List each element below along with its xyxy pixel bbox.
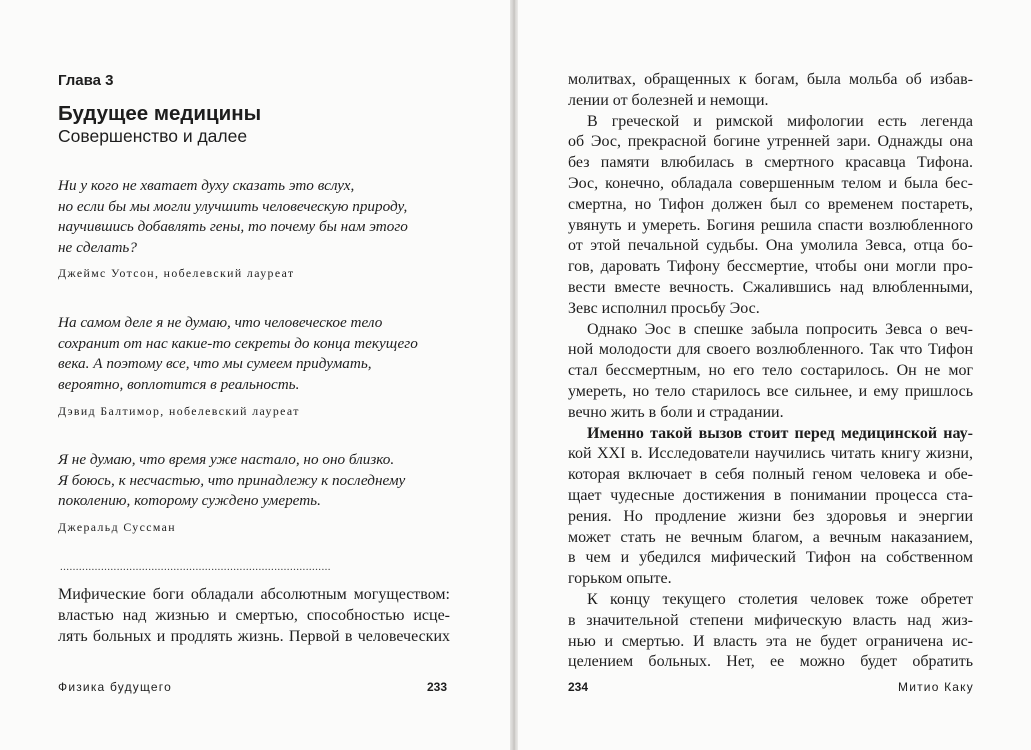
text-line: Эос, конечно, обладала совершенным телом и была бес- — [568, 174, 973, 192]
dotted-divider: ...................................................................................... — [60, 563, 331, 571]
text-line: в чем и убедился мифический Тифон на собственном — [568, 549, 973, 567]
epigraph-line: вероятно, воплотится в реальность. — [58, 376, 300, 394]
text-line: умереть, но тело старилось все сильнее, и ему пришлось — [568, 382, 973, 400]
epigraph-attribution: Джеральд Суссман — [58, 520, 177, 534]
text-line: в значительной степени мифическую власть над жиз- — [568, 611, 973, 629]
text-line: может стать не вечным благом, а вечным наказанием, — [568, 528, 973, 546]
text-line: В греческой и римской мифологии есть легенда — [587, 112, 973, 130]
text-line: властью над жизнью и смертью, способностью исце- — [58, 606, 450, 624]
text-line: об Эос, прекрасной богине утренней зари. Однажды она — [568, 133, 973, 151]
epigraph-line: научившись добавлять гены, то почему бы нам этого — [58, 218, 408, 236]
epigraph-sussman — [58, 450, 448, 512]
epigraph-line: Я боюсь, к несчастью, что принадлежу к последнему — [58, 471, 406, 489]
epigraph-line: поколению, которому суждено умереть. — [58, 492, 321, 510]
text-line-bold: Именно такой вызов стоит перед медицинской нау- — [587, 424, 973, 442]
text-line: горьком опыте. — [568, 570, 672, 588]
epigraph-line: сохранит от нас какие-то секреты до конца текущего — [58, 334, 418, 352]
text-line: кой XXI в. Исследователи научились читать книгу жизни, — [568, 445, 973, 463]
text-line: лении от болезней и немощи. — [568, 91, 769, 109]
text-line: от этой печальной судьбы. Она умолила Зевса, отца бо- — [568, 237, 973, 255]
epigraph-attribution: Дэвид Балтимор, нобелевский лауреат — [58, 404, 300, 418]
text-line: щает чудесные достижения в понимании процесса ста- — [568, 486, 973, 504]
text-line: которая включает в себя полный геном человека и обе- — [568, 466, 973, 484]
text-line: вести вместе вечность. Сжалившись над влюбленными, — [568, 278, 973, 296]
text-line: Мифические боги обладали абсолютным могуществом: — [58, 586, 450, 603]
text-line: увянуть и умереть. Богиня решила спасти возлюбленного — [568, 216, 973, 234]
page-number-right: 234 — [568, 680, 589, 694]
text-line: нью и смертью. И власть эта не будет ограничена ис- — [568, 632, 973, 650]
right-body-text — [568, 70, 973, 673]
text-line: ной молодости для своего возлюбленного. Так что Тифон — [568, 341, 973, 359]
epigraph-attribution: Джеймс Уотсон, нобелевский лауреат — [58, 266, 295, 280]
footer-book-title: Физика будущего — [58, 680, 172, 694]
book-gutter — [510, 0, 518, 750]
epigraph-line: Ни у кого не хватает духу сказать это вслух, — [58, 177, 355, 194]
text-line: стал бессмертным, но его тело состарилось. Он не мог — [568, 362, 973, 380]
text-line: Зевс исполнил просьбу Эос. — [568, 299, 760, 317]
chapter-label: Глава 3 — [58, 72, 114, 89]
text-line: молитвах, обращенных к богам, была мольба об избав- — [568, 71, 973, 88]
epigraph-line: века. А поэтому все, что мы сумеем придумать, — [58, 355, 372, 373]
page-number-left: 233 — [427, 680, 448, 694]
text-line: К концу текущего столетия человек тоже обретет — [587, 590, 973, 608]
text-line: рения. Но продление жизни без здоровья и энергии — [568, 507, 973, 525]
left-body-text — [58, 585, 450, 647]
chapter-subtitle: Совершенство и далее — [58, 126, 248, 146]
text-line: целением больных. Нет, ее можно будет обратить — [568, 653, 973, 671]
epigraph-line: но если бы мы могли улучшить человеческую природу, — [58, 197, 408, 215]
footer-author: Митио Каку — [898, 680, 974, 694]
text-line: гов, даровать Тифону бессмертие, чтобы они могли про- — [568, 258, 973, 276]
epigraph-line: не сделать? — [58, 239, 137, 257]
text-line: без памяти влюбилась в смертного красавца Тифона. — [568, 154, 973, 172]
chapter-title: Будущее медицины — [58, 102, 262, 125]
epigraph-baltimore — [58, 313, 448, 396]
text-line: вечно жить в боли и страдании. — [568, 403, 784, 421]
text-line: смертна, но Тифон должен был со временем постареть, — [568, 195, 973, 213]
epigraph-watson — [58, 176, 448, 259]
text-line: лять больных и продлять жизнь. Первой в человеческих — [58, 627, 450, 645]
epigraph-line: На самом деле я не думаю, что человеческое тело — [58, 314, 383, 331]
text-line: Однако Эос в спешке забыла попросить Зевса о веч- — [587, 320, 973, 338]
epigraph-line: Я не думаю, что время уже настало, но оно близко. — [58, 451, 395, 468]
